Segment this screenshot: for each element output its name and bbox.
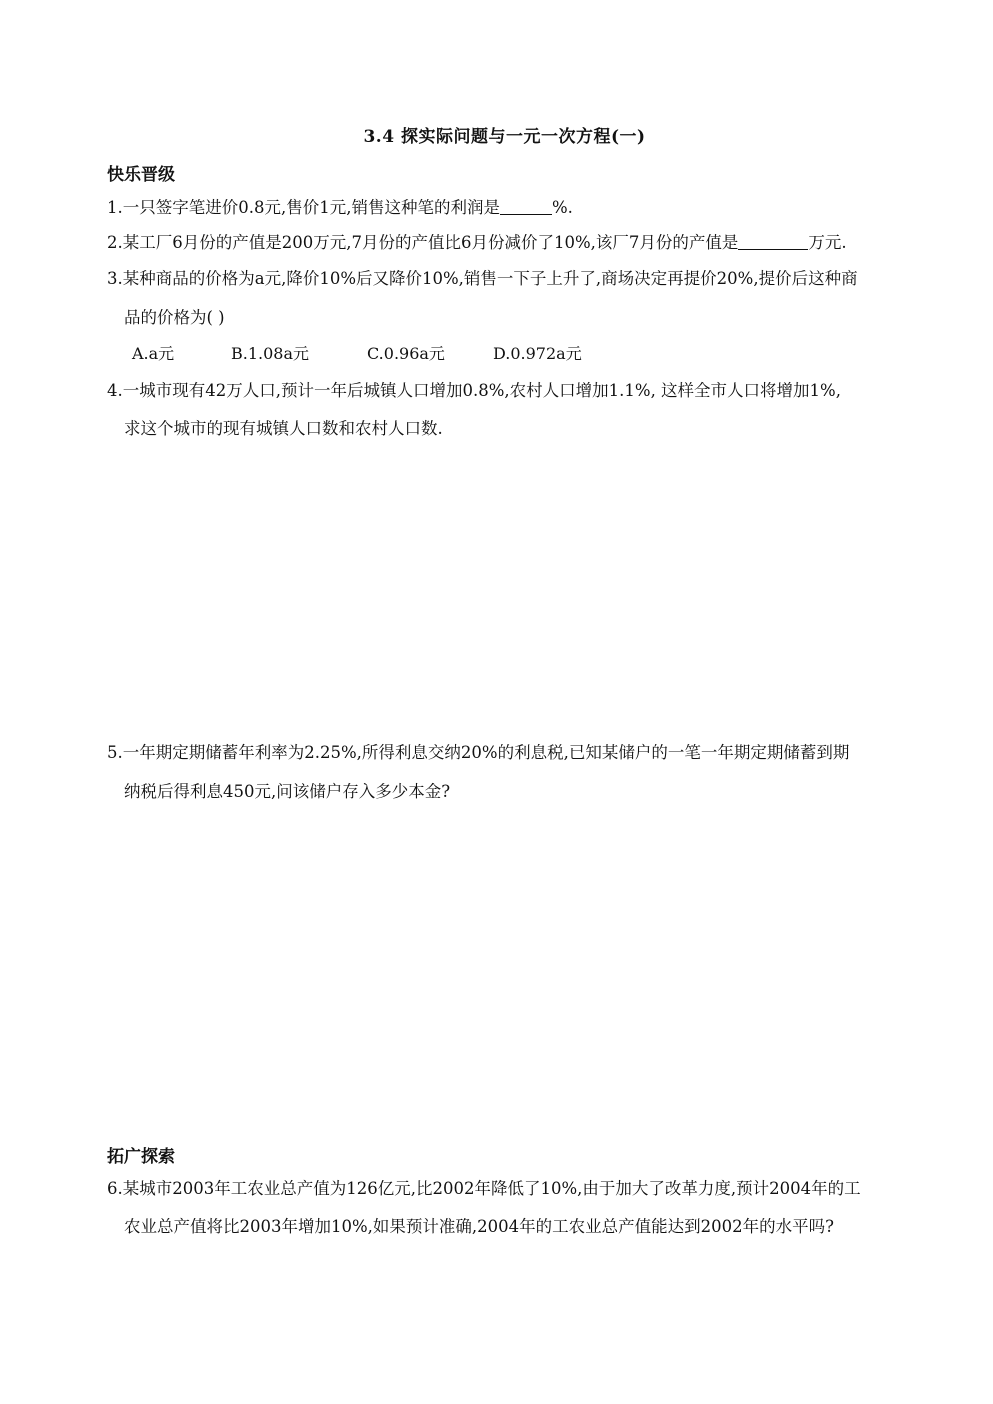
question-1-suffix: %. [551,198,573,217]
answer-blank[interactable] [500,198,552,215]
option-c[interactable]: C.0.96a元 [367,344,445,363]
question-3-line-2: 品的价格为( ) [124,308,225,327]
question-1-text: 1.一只签字笔进价0.8元,售价1元,销售这种笔的利润是 [107,198,500,217]
question-3-line-1: 3.某种商品的价格为a元,降价10%后又降价10%,销售一下子上升了,商场决定再提价20%,提价后这种商 [107,269,858,288]
question-6-line-1: 6.某城市2003年工农业总产值为126亿元,比2002年降低了10%,由于加大了改革力度,预计2004年的工 [107,1179,861,1198]
question-6-line-2: 农业总产值将比2003年增加10%,如果预计准确,2004年的工农业总产值能达到2002年的水平吗? [124,1217,834,1236]
answer-blank[interactable] [738,233,808,250]
question-4-line-2: 求这个城市的现有城镇人口数和农村人口数. [124,419,443,438]
option-d[interactable]: D.0.972a元 [493,344,582,363]
question-2 [107,232,907,254]
section-heading-happy-level: 快乐晋级 [107,165,175,185]
option-b[interactable]: B.1.08a元 [231,344,310,363]
question-5-line-2: 纳税后得利息450元,问该储户存入多少本金? [124,782,451,801]
question-3-options [132,343,582,365]
page-title: 3.4 探实际问题与一元一次方程(一) [363,127,646,147]
option-a[interactable]: A.a元 [132,344,175,363]
question-2-text: 2.某工厂6月份的产值是200万元,7月份的产值比6月份减价了10%,该厂7月份的产值是 [107,233,739,252]
question-2-suffix: 万元. [808,233,847,252]
section-heading-extended-exploration: 拓广探索 [107,1147,175,1167]
question-5-line-1: 5.一年期定期储蓄年利率为2.25%,所得利息交纳20%的利息税,已知某储户的一笔一年期定期储蓄到期 [107,743,850,762]
question-1 [107,197,907,219]
question-4-line-1: 4.一城市现有42万人口,预计一年后城镇人口增加0.8%,农村人口增加1.1%, 这样全市人口将增加1%, [107,381,841,400]
